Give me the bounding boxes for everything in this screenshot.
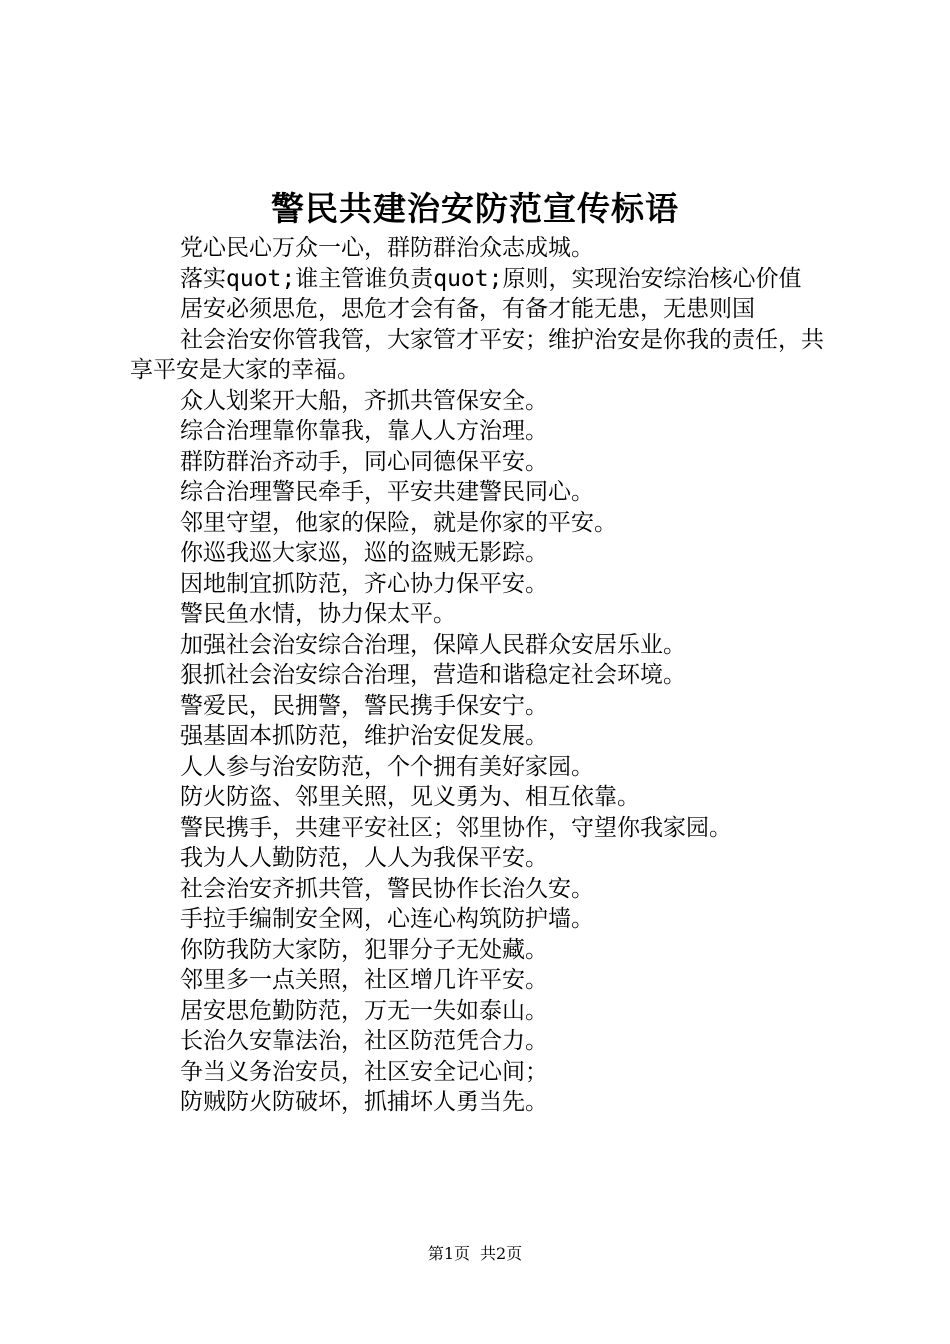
paragraph: 我为人人勤防范，人人为我保平安。 [180,845,548,871]
paragraph: 人人参与治安防范，个个拥有美好家园。 [180,753,594,780]
paragraph: 党心民心万众一心，群防群治众志成城。 [180,235,594,261]
page-number-current: 第1页 [427,1244,470,1263]
paragraph: 长治久安靠法治，社区防范凭合力。 [180,1028,548,1054]
paragraph: 你巡我巡大家巡，巡的盗贼无影踪。 [180,540,548,566]
paragraph: 强基固本抓防范，维护治安促发展。 [180,723,548,749]
paragraph: 综合治理靠你靠我，靠人人方治理。 [180,418,548,444]
paragraph: 手拉手编制安全网，心连心构筑防护墙。 [180,906,594,932]
paragraph: 因地制宜抓防范，齐心协力保平安。 [180,570,548,597]
paragraph: 警爱民，民拥警，警民携手保安宁。 [180,692,548,719]
paragraph: 狠抓社会治安综合治理，营造和谐稳定社会环境。 [180,662,686,688]
paragraph: 社会治安齐抓共管，警民协作长治久安。 [180,875,594,902]
page-number-total: 共2页 [480,1244,523,1263]
paragraph: 警民鱼水情，协力保太平。 [180,601,456,627]
paragraph: 防贼防火防破坏，抓捕坏人勇当先。 [180,1089,548,1115]
paragraph: 邻里守望，他家的保险，就是你家的平安。 [180,509,617,536]
paragraph: 综合治理警民牵手，平安共建警民同心。 [180,479,594,505]
paragraph: 警民携手，共建平安社区；邻里协作，守望你我家园。 [180,814,732,841]
paragraph: 居安思危勤防范，万无一失如泰山。 [180,997,548,1024]
paragraph: 防火防盗、邻里关照，见义勇为、相互依靠。 [180,784,640,810]
paragraph: 邻里多一点关照，社区增几许平安。 [180,967,548,993]
paragraph: 社会治安你管我管，大家管才平安；维护治安是你我的责任，共享平安是大家的幸福。 [130,326,824,383]
document-body [130,233,830,1118]
paragraph: 落实quot;谁主管谁负责quot;原则，实现治安综治核心价值 [180,265,802,292]
page-footer [0,1242,950,1266]
paragraph: 争当义务治安员，社区安全记心间； [180,1058,548,1085]
document-title: 警民共建治安防范宣传标语 [271,189,679,228]
paragraph: 众人划桨开大船，齐抓共管保安全。 [180,387,548,414]
paragraph: 加强社会治安综合治理，保障人民群众安居乐业。 [180,631,686,658]
paragraph: 你防我防大家防，犯罪分子无处藏。 [180,936,548,963]
paragraph: 群防群治齐动手，同心同德保平安。 [180,448,548,475]
paragraph: 居安必须思危，思危才会有备，有备才能无患，无患则国 [180,296,755,322]
